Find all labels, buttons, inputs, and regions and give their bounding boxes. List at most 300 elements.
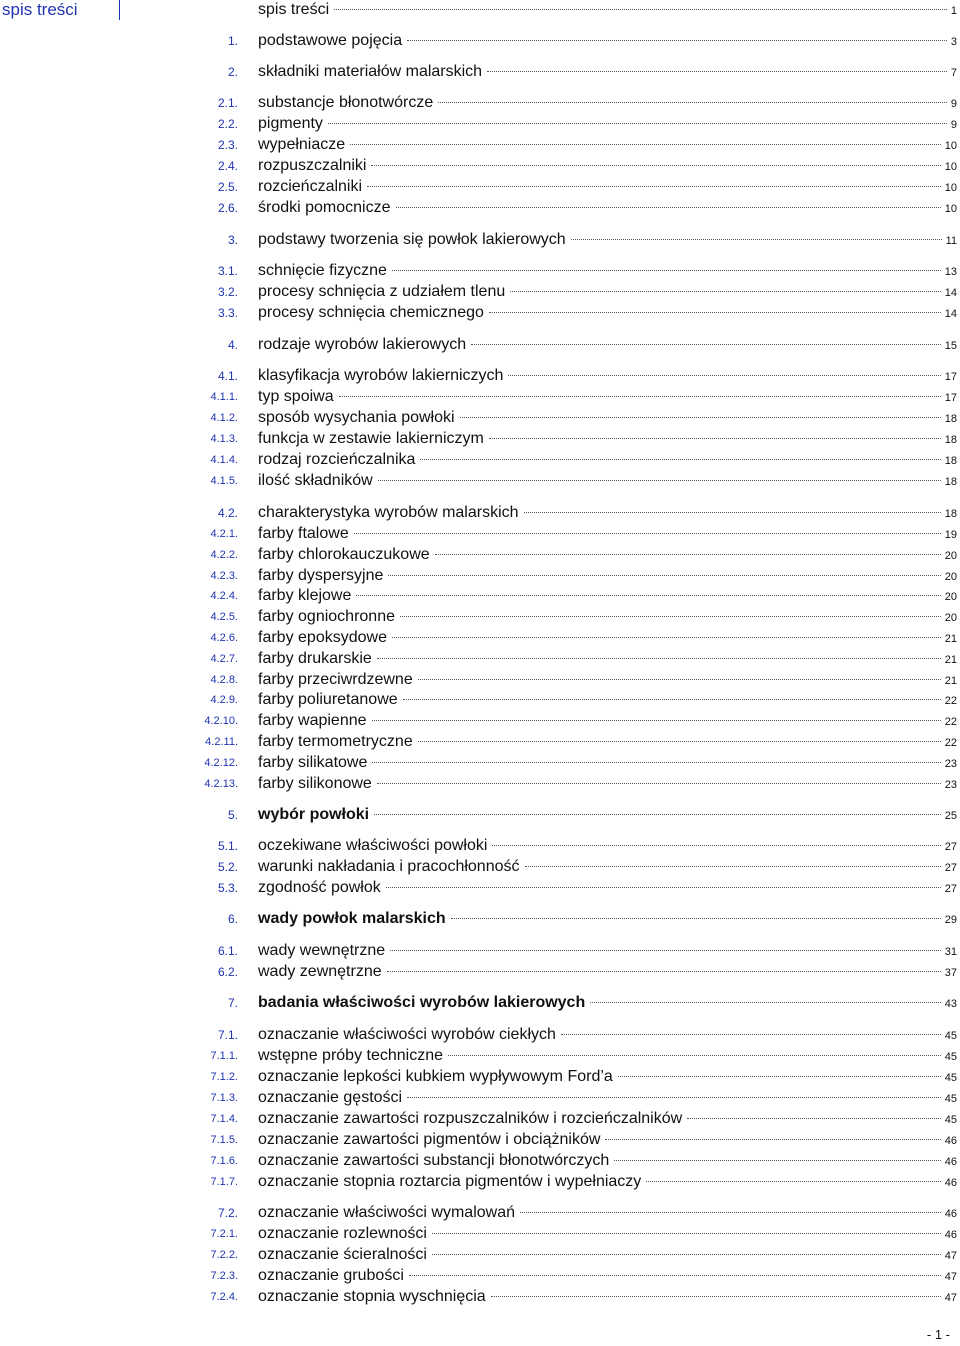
dot-leader xyxy=(386,887,941,888)
toc-entry-page: 10 xyxy=(944,161,957,173)
toc-entry-title[interactable]: farby dyspersyjne xyxy=(258,567,384,584)
toc-entry[interactable] xyxy=(0,1151,960,1171)
toc-entry[interactable] xyxy=(0,857,960,877)
toc-entry[interactable] xyxy=(0,177,960,197)
toc-entry-number: 4.2.10. xyxy=(204,715,238,727)
toc-entry-page: 15 xyxy=(944,340,957,352)
toc-entry-title[interactable]: oznaczanie właściwości wymalowań xyxy=(258,1204,515,1221)
toc-entry-page: 22 xyxy=(944,716,957,728)
dot-leader xyxy=(400,616,941,617)
toc-entry-number: 7.1.4. xyxy=(210,1113,238,1125)
toc-entry-line xyxy=(258,471,957,492)
toc-entry-title[interactable]: sposób wysychania powłoki xyxy=(258,409,455,426)
toc-entry-title[interactable]: farby klejowe xyxy=(258,587,352,604)
toc-entry-number: 4.2.1. xyxy=(210,528,238,540)
toc-entry-page: 47 xyxy=(944,1271,957,1283)
toc-entry[interactable] xyxy=(0,545,960,565)
toc-entry-line xyxy=(258,878,957,899)
toc-entry-line xyxy=(258,711,957,732)
toc-entry-line xyxy=(258,1067,957,1088)
toc-entry-line xyxy=(258,1287,957,1308)
dot-leader xyxy=(372,720,941,721)
toc-entry-page: 27 xyxy=(944,883,957,895)
toc-entry-line xyxy=(258,1172,957,1193)
toc-entry-line xyxy=(258,114,957,135)
toc-entry-title[interactable]: farby epoksydowe xyxy=(258,629,387,646)
toc-entry-number: 2.2. xyxy=(217,117,238,131)
toc-entry-number: 4.2.6. xyxy=(210,632,238,644)
toc-entry[interactable] xyxy=(0,670,960,690)
toc-entry[interactable] xyxy=(0,1046,960,1066)
dot-leader xyxy=(403,699,941,700)
toc-entry-page: 45 xyxy=(944,1030,957,1042)
dot-leader xyxy=(448,1055,941,1056)
dot-leader xyxy=(432,1254,941,1255)
toc-entry-title[interactable]: oznaczanie zawartości rozpuszczalników i rozcieńczalników xyxy=(258,1110,683,1127)
dot-leader xyxy=(418,741,941,742)
toc-entry-title[interactable]: farby silikonowe xyxy=(258,775,372,792)
toc-entry-title[interactable]: farby drukarskie xyxy=(258,650,372,667)
dot-leader xyxy=(377,783,941,784)
toc-entry-page: 43 xyxy=(944,998,957,1010)
toc-entry[interactable] xyxy=(0,878,960,898)
toc-entry-title[interactable]: farby ftalowe xyxy=(258,525,349,542)
dot-leader xyxy=(378,480,941,481)
toc-entry[interactable] xyxy=(0,524,960,544)
toc-entry-line xyxy=(258,177,957,198)
toc-entry-line xyxy=(258,670,957,691)
toc-entry[interactable] xyxy=(0,962,960,982)
toc-entry-title[interactable]: oznaczanie zawartości pigmentów i obciążników xyxy=(258,1131,601,1148)
toc-entry-title[interactable]: typ spoiwa xyxy=(258,388,334,405)
toc-entry[interactable] xyxy=(0,156,960,176)
toc-entry-page: 29 xyxy=(944,914,957,926)
toc-entry-title[interactable]: podstawy tworzenia się powłok lakierowych xyxy=(258,231,566,248)
toc-entry-title[interactable]: składniki materiałów malarskich xyxy=(258,63,483,80)
dot-leader xyxy=(377,658,941,659)
toc-entry-line xyxy=(258,156,957,177)
toc-entry-page: 27 xyxy=(944,862,957,874)
toc-entry-line xyxy=(258,1203,957,1224)
toc-entry-number: 2.4. xyxy=(217,159,238,173)
toc-entry-title[interactable]: wstępne próby techniczne xyxy=(258,1047,443,1064)
toc-entry-title[interactable]: warunki nakładania i pracochłonność xyxy=(258,858,520,875)
dot-leader xyxy=(392,270,941,271)
toc-entry[interactable] xyxy=(0,586,960,606)
toc-entry-page: 37 xyxy=(944,967,957,979)
toc-entry-line xyxy=(258,586,957,607)
toc-entry-number: 4. xyxy=(227,338,238,352)
dot-leader xyxy=(407,1097,941,1098)
dot-leader xyxy=(374,814,941,815)
dot-leader xyxy=(396,207,941,208)
toc-entry[interactable] xyxy=(0,711,960,731)
toc-entry[interactable] xyxy=(0,198,960,218)
dot-leader xyxy=(392,637,941,638)
toc-entry-title[interactable]: oznaczanie zawartości substancji błonotwórczych xyxy=(258,1152,610,1169)
toc-entry-page: 45 xyxy=(944,1051,957,1063)
toc-entry-title[interactable]: zgodność powłok xyxy=(258,879,381,896)
toc-entry-number: 4.2.13. xyxy=(204,778,238,790)
toc-entry[interactable] xyxy=(0,909,960,929)
toc-entry[interactable] xyxy=(0,335,960,355)
toc-entry[interactable] xyxy=(0,774,960,794)
dot-leader xyxy=(409,1275,941,1276)
toc-entry[interactable] xyxy=(0,135,960,155)
toc-entry-line xyxy=(258,503,957,524)
dot-leader xyxy=(571,239,942,240)
dot-leader xyxy=(387,971,941,972)
toc-entry[interactable] xyxy=(0,649,960,669)
toc-entry[interactable] xyxy=(0,31,960,51)
dot-leader xyxy=(471,344,941,345)
toc-entry-line xyxy=(258,198,957,219)
toc-entry-number: 4.1.5. xyxy=(210,475,238,487)
toc-entry[interactable] xyxy=(0,732,960,752)
toc-entry-title[interactable]: wady wewnętrzne xyxy=(258,942,386,959)
toc-entry-page: 10 xyxy=(944,140,957,152)
toc-entry-line xyxy=(258,909,957,930)
toc-entry-title[interactable]: charakterystyka wyrobów malarskich xyxy=(258,504,519,521)
toc-entry[interactable] xyxy=(0,1088,960,1108)
dot-leader xyxy=(432,1233,941,1234)
page-number: - 1 - xyxy=(926,1327,950,1342)
toc-entry-number: 4.1.1. xyxy=(210,391,238,403)
dot-leader xyxy=(418,679,941,680)
toc-entry-title[interactable]: oznaczanie grubości xyxy=(258,1267,404,1284)
toc-entry-title[interactable]: oznaczanie stopnia wyschnięcia xyxy=(258,1288,486,1305)
toc-entry-line xyxy=(258,545,957,566)
dot-leader xyxy=(388,575,940,576)
toc-entry-number: 4.2.5. xyxy=(210,611,238,623)
dot-leader xyxy=(339,396,941,397)
toc-entry-title[interactable]: funkcja w zestawie lakierniczym xyxy=(258,430,484,447)
toc-entry-number: 3. xyxy=(227,233,238,247)
toc-entry-number: 4.2.2. xyxy=(210,549,238,561)
toc-entry-title[interactable]: oznaczanie gęstości xyxy=(258,1089,403,1106)
toc-entry-number: 7.2.1. xyxy=(210,1228,238,1240)
dot-leader xyxy=(435,554,941,555)
dot-leader xyxy=(367,186,941,187)
toc-entry-page: 20 xyxy=(944,571,957,583)
toc-entry-line xyxy=(258,1046,957,1067)
toc-entry-line xyxy=(258,335,957,356)
toc-entry-line xyxy=(258,1025,957,1046)
toc-entry-number: 7.1. xyxy=(217,1028,238,1042)
toc-entry-number: 4.2.12. xyxy=(204,757,238,769)
dot-leader xyxy=(356,595,940,596)
toc-entry-page: 18 xyxy=(944,455,957,467)
toc-entry[interactable] xyxy=(0,282,960,302)
sidebar-title[interactable]: spis treści xyxy=(2,0,78,19)
toc-entry-line xyxy=(258,1224,957,1245)
toc-entry-line xyxy=(258,1088,957,1109)
toc-entry-number: 2.6. xyxy=(217,201,238,215)
toc-entry-line xyxy=(258,941,957,962)
toc-entry-line xyxy=(258,0,957,21)
toc-entry-line xyxy=(258,649,957,670)
toc-entry-number: 4.2.4. xyxy=(210,590,238,602)
toc-entry[interactable] xyxy=(0,93,960,113)
toc-entry-page: 45 xyxy=(944,1114,957,1126)
toc-entry-line xyxy=(258,566,957,587)
toc-entry-title[interactable]: pigmenty xyxy=(258,115,323,132)
dot-leader xyxy=(372,762,940,763)
toc-entry-number: 4.1.2. xyxy=(210,412,238,424)
toc-entry[interactable] xyxy=(0,1025,960,1045)
toc-entry-page: 20 xyxy=(944,591,957,603)
toc-entry-title[interactable]: badania właściwości wyrobów lakierowych xyxy=(258,994,586,1011)
toc-entry[interactable] xyxy=(0,1130,960,1150)
toc-entry-line xyxy=(258,408,957,429)
toc-entry-number: 7.1.1. xyxy=(210,1050,238,1062)
toc-entry-title[interactable]: farby ogniochronne xyxy=(258,608,395,625)
toc-entry-page: 46 xyxy=(944,1135,957,1147)
toc-entry-line xyxy=(258,303,957,324)
toc-entry-title[interactable]: wady powłok malarskich xyxy=(258,910,446,927)
toc-entry[interactable] xyxy=(0,753,960,773)
toc-entry-title[interactable]: farby wapienne xyxy=(258,712,367,729)
toc-entry-title[interactable]: farby poliuretanowe xyxy=(258,691,398,708)
toc-entry-page: 47 xyxy=(944,1292,957,1304)
toc-entry[interactable] xyxy=(0,387,960,407)
toc-entry-line xyxy=(258,753,957,774)
toc-entry-title[interactable]: procesy schnięcia chemicznego xyxy=(258,304,484,321)
toc-entry-page: 17 xyxy=(944,371,957,383)
toc-entry-page: 45 xyxy=(944,1072,957,1084)
dot-leader xyxy=(510,291,941,292)
toc-entry-line xyxy=(258,836,957,857)
toc-entry-number: 2.3. xyxy=(217,138,238,152)
dot-leader xyxy=(489,438,941,439)
toc-entry-page: 25 xyxy=(944,810,957,822)
toc-entry-page: 46 xyxy=(944,1156,957,1168)
toc-entry-title[interactable]: farby przeciwrdzewne xyxy=(258,671,413,688)
toc-entry-line xyxy=(258,1109,957,1130)
toc-entry[interactable] xyxy=(0,1067,960,1087)
toc-entry-line xyxy=(258,429,957,450)
toc-entry-page: 9 xyxy=(950,119,957,131)
toc-entry-page: 17 xyxy=(944,392,957,404)
toc-entry-title[interactable]: oznaczanie lepkości kubkiem wypływowym Ford’a xyxy=(258,1068,613,1085)
toc-entry-page: 14 xyxy=(944,308,957,320)
toc-entry-title[interactable]: ilość składników xyxy=(258,472,373,489)
toc-entry-title[interactable]: klasyfikacja wyrobów lakierniczych xyxy=(258,367,504,384)
toc-entry-number: 4.1.4. xyxy=(210,454,238,466)
toc-entry-page: 23 xyxy=(944,779,957,791)
dot-leader xyxy=(491,1296,941,1297)
dot-leader xyxy=(460,417,941,418)
toc-entry[interactable] xyxy=(0,607,960,627)
toc-entry-number: 7. xyxy=(227,996,238,1010)
toc-entry[interactable] xyxy=(0,1266,960,1286)
toc-entry-number: 2.1. xyxy=(217,96,238,110)
toc-entry-page: 20 xyxy=(944,612,957,624)
toc-entry[interactable] xyxy=(0,429,960,449)
toc-entry-number: 7.2.3. xyxy=(210,1270,238,1282)
toc-entry-line xyxy=(258,1151,957,1172)
toc-entry-number: 4.2.3. xyxy=(210,570,238,582)
toc-entry-number: 7.2.4. xyxy=(210,1291,238,1303)
dot-leader xyxy=(687,1118,941,1119)
toc-entry-title[interactable]: schnięcie fizyczne xyxy=(258,262,387,279)
toc-entry-page: 11 xyxy=(945,235,957,247)
toc-entry-line xyxy=(258,732,957,753)
toc-entry-line xyxy=(258,1245,957,1266)
toc-entry-title[interactable]: oznaczanie stopnia roztarcia pigmentów i wypełniaczy xyxy=(258,1173,642,1190)
toc-entry-line xyxy=(258,1130,957,1151)
toc-entry-number: 3.1. xyxy=(217,264,238,278)
toc-entry-number: 4.2.11. xyxy=(205,736,238,748)
toc-entry[interactable] xyxy=(0,836,960,856)
dot-leader xyxy=(350,144,941,145)
dot-leader xyxy=(561,1034,941,1035)
toc-entry-page: 9 xyxy=(950,98,957,110)
toc-entry-number: 4.1.3. xyxy=(210,433,238,445)
toc-entry-number: 5.2. xyxy=(217,860,238,874)
toc-entry-title[interactable]: oznaczanie ścieralności xyxy=(258,1246,427,1263)
dot-leader xyxy=(618,1076,941,1077)
toc-entry[interactable] xyxy=(0,114,960,134)
toc-entry-number: 6.2. xyxy=(217,965,238,979)
dot-leader xyxy=(487,71,947,72)
toc-entry-page: 1 xyxy=(950,5,957,17)
toc-entry-line xyxy=(258,282,957,303)
toc-entry-page: 19 xyxy=(944,529,957,541)
dot-leader xyxy=(420,459,940,460)
toc-entry-title[interactable]: rodzaje wyrobów lakierowych xyxy=(258,336,467,353)
toc-entry-number: 3.3. xyxy=(217,306,238,320)
toc-entry-page: 22 xyxy=(944,695,957,707)
toc-entry-title[interactable]: farby chlorokauczukowe xyxy=(258,546,430,563)
toc-entry-page: 7 xyxy=(950,67,957,79)
toc-entry[interactable] xyxy=(0,566,960,586)
toc-entry-page: 21 xyxy=(944,654,957,666)
toc-entry-line xyxy=(258,93,957,114)
toc-entry-title[interactable]: substancje błonotwórcze xyxy=(258,94,434,111)
toc-entry-title[interactable]: oznaczanie rozlewności xyxy=(258,1225,427,1242)
toc-entry[interactable] xyxy=(0,62,960,82)
toc-entry-number: 4.2.8. xyxy=(210,674,238,686)
toc-entry-title[interactable]: wypełniacze xyxy=(258,136,346,153)
toc-entry-line xyxy=(258,450,957,471)
dot-leader xyxy=(525,866,941,867)
toc-entry-number: 7.2.2. xyxy=(210,1249,238,1261)
toc-entry-page: 10 xyxy=(944,203,957,215)
toc-entry[interactable] xyxy=(0,1224,960,1244)
toc-entry[interactable] xyxy=(0,503,960,523)
toc-entry-number: 3.2. xyxy=(217,285,238,299)
toc-entry-line xyxy=(258,387,957,408)
toc-entry-title[interactable]: spis treści xyxy=(258,1,330,18)
toc-entry[interactable] xyxy=(0,408,960,428)
toc-entry-title[interactable]: oznaczanie właściwości wyrobów ciekłych xyxy=(258,1026,556,1043)
dot-leader xyxy=(489,312,941,313)
toc-entry[interactable] xyxy=(0,1287,960,1307)
toc-entry[interactable] xyxy=(0,628,960,648)
toc-entry-title[interactable]: procesy schnięcia z udziałem tlenu xyxy=(258,283,506,300)
toc-entry-number: 5. xyxy=(227,808,238,822)
toc-entry[interactable] xyxy=(0,690,960,710)
dot-leader xyxy=(390,950,941,951)
dot-leader xyxy=(508,375,940,376)
toc-entry-title[interactable]: wady zewnętrzne xyxy=(258,963,382,980)
toc-entry-title[interactable]: środki pomocnicze xyxy=(258,199,391,216)
dot-leader xyxy=(614,1160,940,1161)
toc-entry-page: 46 xyxy=(944,1208,957,1220)
toc-entry-page: 18 xyxy=(944,434,957,446)
toc-entry-number: 6. xyxy=(227,912,238,926)
toc-entry[interactable] xyxy=(0,805,960,825)
toc-entry[interactable] xyxy=(0,230,960,250)
toc-entry-line xyxy=(258,31,957,52)
toc-entry-line xyxy=(258,962,957,983)
toc-entry-page: 14 xyxy=(944,287,957,299)
toc-entry-line xyxy=(258,805,957,826)
toc-entry[interactable] xyxy=(0,450,960,470)
toc-entry-number: 4.2.9. xyxy=(210,694,238,706)
dot-leader xyxy=(438,102,947,103)
toc-entry[interactable] xyxy=(0,1172,960,1192)
dot-leader xyxy=(492,845,940,846)
toc-entry[interactable] xyxy=(0,941,960,961)
toc-entry-page: 23 xyxy=(944,758,957,770)
toc-entry-line xyxy=(258,1266,957,1287)
dot-leader xyxy=(520,1212,941,1213)
toc-entry-number: 4.1. xyxy=(217,369,238,383)
toc-entry-line xyxy=(258,628,957,649)
toc-entry-page: 45 xyxy=(944,1093,957,1105)
toc-entry-page: 18 xyxy=(944,508,957,520)
toc-entry-line xyxy=(258,366,957,387)
toc-entry-line xyxy=(258,230,957,251)
toc-entry-title[interactable]: rozpuszczalniki xyxy=(258,157,367,174)
toc-entry[interactable] xyxy=(0,471,960,491)
toc-entry-number: 7.2. xyxy=(217,1206,238,1220)
toc-entry-title[interactable]: oczekiwane właściwości powłoki xyxy=(258,837,488,854)
toc-entry-line xyxy=(258,607,957,628)
dot-leader xyxy=(646,1181,940,1182)
dot-leader xyxy=(328,123,947,124)
toc-entry-title[interactable]: farby silikatowe xyxy=(258,754,368,771)
toc-entry-number: 2.5. xyxy=(217,180,238,194)
toc-entry-page: 3 xyxy=(950,36,957,48)
toc-entry-number: 4.2. xyxy=(217,506,238,520)
toc-entry-line xyxy=(258,261,957,282)
toc-entry[interactable] xyxy=(0,261,960,281)
toc-entry-title[interactable]: rodzaj rozcieńczalnika xyxy=(258,451,416,468)
toc-entry-number: 7.1.6. xyxy=(210,1155,238,1167)
toc-entry-line xyxy=(258,135,957,156)
toc-entry[interactable] xyxy=(0,1245,960,1265)
toc-entry-page: 20 xyxy=(944,550,957,562)
toc-entry-page: 18 xyxy=(944,476,957,488)
toc-entry[interactable] xyxy=(0,366,960,386)
toc-entry-page: 46 xyxy=(944,1177,957,1189)
toc-entry-title[interactable]: farby termometryczne xyxy=(258,733,413,750)
toc-entry-title[interactable]: podstawowe pojęcia xyxy=(258,32,403,49)
toc-entry[interactable] xyxy=(0,303,960,323)
toc-entry-title[interactable]: wybór powłoki xyxy=(258,806,370,823)
toc-entry[interactable] xyxy=(0,993,960,1013)
dot-leader xyxy=(590,1002,941,1003)
toc-entry[interactable] xyxy=(0,0,960,20)
toc-entry[interactable] xyxy=(0,1203,960,1223)
toc-entry-page: 46 xyxy=(944,1229,957,1241)
toc-entry[interactable] xyxy=(0,1109,960,1129)
toc-entry-number: 2. xyxy=(227,65,238,79)
toc-entry-title[interactable]: rozcieńczalniki xyxy=(258,178,363,195)
